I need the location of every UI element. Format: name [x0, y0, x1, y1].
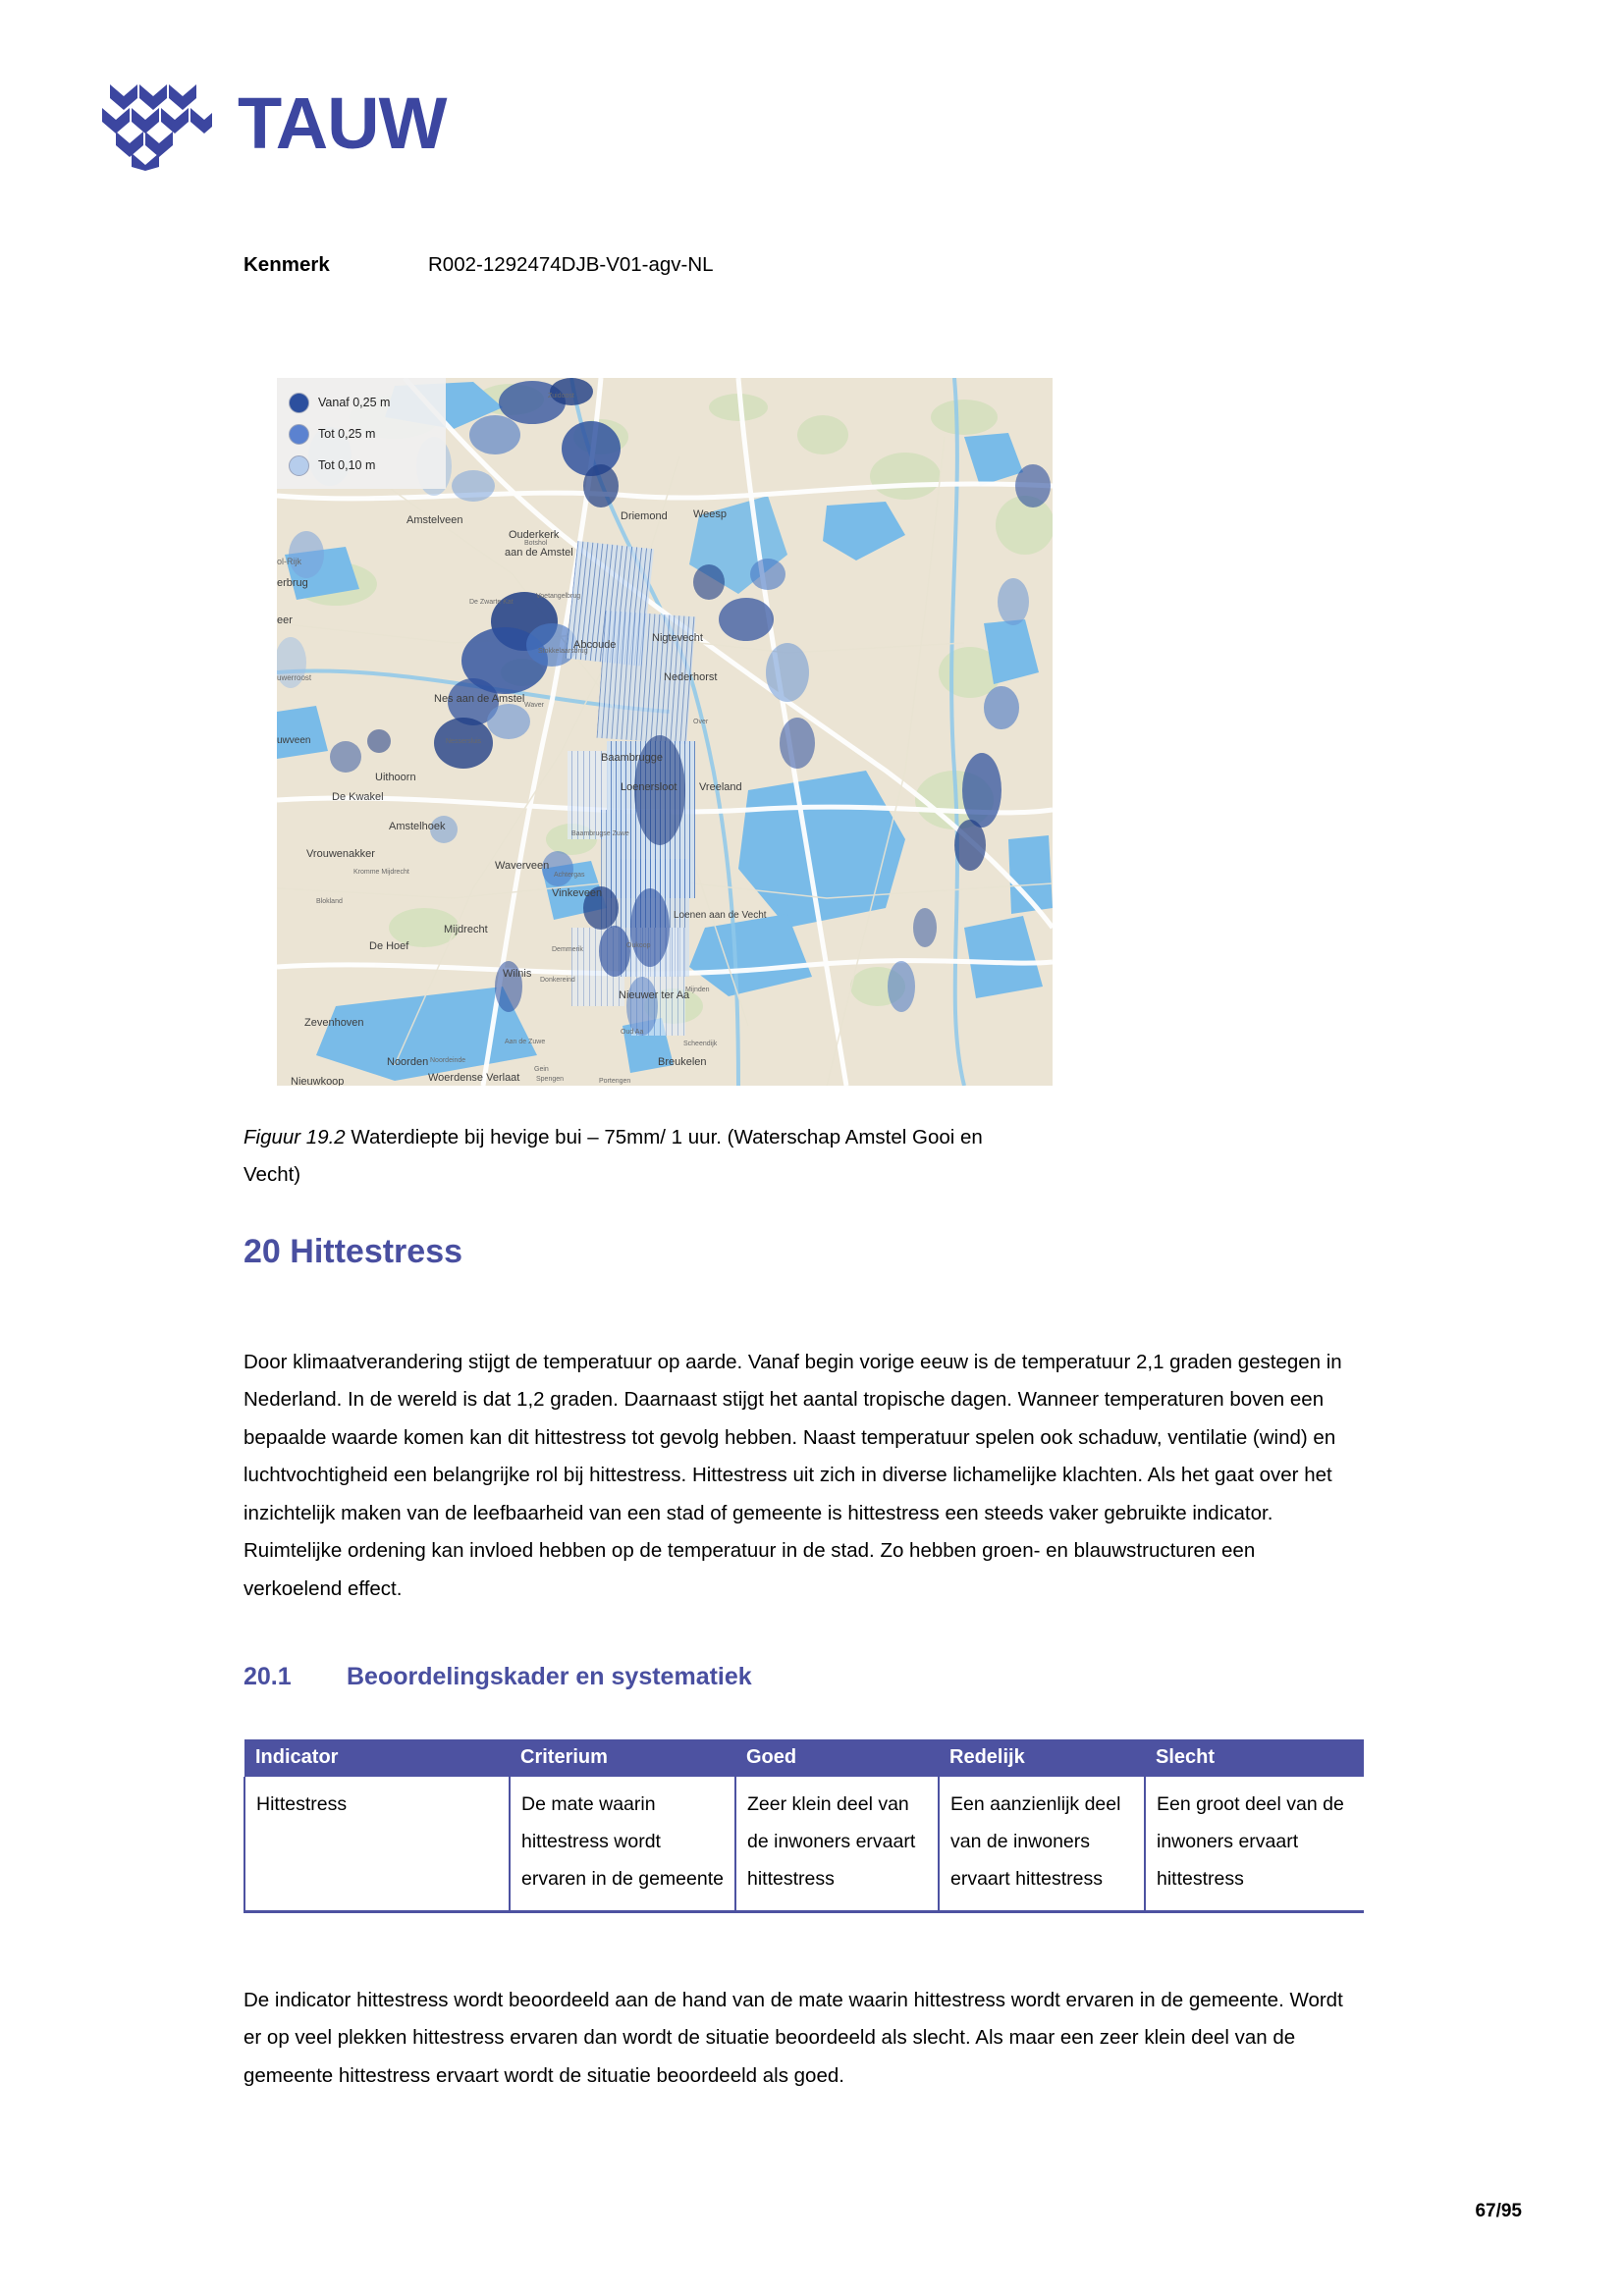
- legend-label: Tot 0,25 m: [318, 427, 376, 441]
- figure-caption-text: Waterdiepte bij hevige bui – 75mm/ 1 uur. (Waterschap Amstel Gooi en Vecht): [244, 1126, 983, 1186]
- svg-text:Nieuwer ter Aa: Nieuwer ter Aa: [619, 989, 690, 1001]
- cell-slecht: Een groot deel van de inwoners ervaart hittestress: [1145, 1777, 1364, 1912]
- svg-text:Scheendijk: Scheendijk: [683, 1041, 718, 1047]
- svg-text:Zevenhoven: Zevenhoven: [304, 1017, 364, 1029]
- svg-text:Nessersluis: Nessersluis: [446, 738, 482, 745]
- svg-text:Oukoop: Oukoop: [626, 942, 651, 949]
- cell-criterium: De mate waarin hittestress wordt ervaren in de gemeente: [510, 1777, 735, 1912]
- figure-waterdiepte: [277, 378, 1053, 1086]
- map-legend: [277, 378, 446, 489]
- cell-indicator: Hittestress: [244, 1777, 510, 1912]
- assessment-table-wrap: [244, 1739, 1363, 1913]
- svg-text:Uithoorn: Uithoorn: [375, 772, 416, 783]
- svg-text:Amstelveen: Amstelveen: [406, 514, 463, 526]
- svg-text:eer: eer: [277, 614, 293, 626]
- legend-dot-light: [289, 455, 309, 476]
- cell-redelijk: Een aanzienlijk deel van de inwoners ervaart hittestress: [939, 1777, 1145, 1912]
- legend-dot-mid: [289, 424, 309, 445]
- svg-text:Portengen: Portengen: [599, 1078, 631, 1085]
- svg-text:Breukelen: Breukelen: [658, 1056, 707, 1068]
- svg-text:Donkereind: Donkereind: [540, 977, 575, 984]
- svg-text:Over: Over: [693, 719, 709, 725]
- table-header-row: [244, 1739, 1364, 1777]
- intro-paragraph: Door klimaatverandering stijgt de temperatuur op aarde. Vanaf begin vorige eeuw is de temperatuur 2,1 graden gestegen in Nederland. In de wereld is dat 1,2 graden. Daarnaast stijgt het aantal tropische dagen. Wanneer temperaturen boven een bepaalde waarde komen kan dit hittestress tot gevolg hebben. Naast temperatuur spelen ook schaduw, ventilatie (wind) en luchtvochtigheid een belangrijke rol bij hittestress. Hittestress uit zich in diverse lichamelijke klachten. Als het gaat over het inzichtelijk maken van de leefbaarheid van een stad of gemeente is hittestress een steeds vaker gebruikte indicator. Ruimtelijke ordening kan invloed hebben op de temperatuur in de stad. Zo hebben groen- en blauwstructuren een verkoelend effect.: [244, 1350, 1342, 1600]
- tauw-logo: [102, 77, 446, 171]
- legend-item: [289, 450, 446, 481]
- svg-text:Gein: Gein: [534, 1066, 549, 1073]
- svg-text:ol-Rijk: ol-Rijk: [277, 557, 302, 566]
- svg-text:Mijdrecht: Mijdrecht: [444, 924, 488, 935]
- svg-text:Wilnis: Wilnis: [503, 968, 532, 980]
- svg-text:Nigtevecht: Nigtevecht: [652, 632, 703, 644]
- tauw-logo-mark: [102, 77, 212, 171]
- svg-text:Achtergas: Achtergas: [554, 872, 585, 879]
- svg-text:Aan de Zuwe: Aan de Zuwe: [505, 1039, 546, 1045]
- svg-text:Vreeland: Vreeland: [699, 781, 742, 793]
- table-head: [244, 1739, 1364, 1777]
- legend-label: Tot 0,10 m: [318, 458, 376, 472]
- svg-text:Noorden: Noorden: [387, 1056, 429, 1068]
- col-header-indicator: Indicator: [244, 1739, 510, 1777]
- svg-text:De Zwarte Kat: De Zwarte Kat: [469, 599, 514, 606]
- subsection-number: 20.1: [244, 1663, 292, 1690]
- svg-text:Woerdense Verlaat: Woerdense Verlaat: [428, 1072, 520, 1084]
- svg-text:Waverveen: Waverveen: [495, 860, 550, 872]
- svg-text:uwerroost: uwerroost: [277, 673, 312, 682]
- svg-text:Vrouwenakker: Vrouwenakker: [306, 848, 375, 860]
- svg-text:Ouderkerk: Ouderkerk: [509, 529, 560, 541]
- col-header-slecht: Slecht: [1145, 1739, 1364, 1777]
- outro-paragraph: De indicator hittestress wordt beoordeeld aan de hand van de mate waarin hittestress wordt ervaren in de gemeente. Wordt er op veel plekken hittestress ervaren dan wordt de situatie beoordeeld als slecht. Als maar een zeer klein deel van de gemeente hittestress ervaart wordt de situatie beoordeeld als goed.: [244, 1988, 1343, 2087]
- svg-text:Oud Aa: Oud Aa: [621, 1029, 644, 1036]
- svg-text:Mijnden: Mijnden: [685, 987, 710, 993]
- legend-label: Vanaf 0,25 m: [318, 396, 391, 409]
- svg-text:Blokland: Blokland: [316, 898, 343, 905]
- figure-number: Figuur 19.2: [244, 1126, 346, 1148]
- svg-text:Noordeinde: Noordeinde: [430, 1057, 466, 1064]
- svg-text:Kromme Mijdrecht: Kromme Mijdrecht: [353, 869, 409, 876]
- svg-text:Driemond: Driemond: [621, 510, 668, 522]
- col-header-criterium: Criterium: [510, 1739, 735, 1777]
- svg-text:Botshol: Botshol: [524, 540, 548, 547]
- cell-goed: Zeer klein deel van de inwoners ervaart hittestress: [735, 1777, 939, 1912]
- svg-text:Zuidoost: Zuidoost: [548, 393, 574, 400]
- svg-text:Vinkeveen: Vinkeveen: [552, 887, 603, 899]
- svg-text:Nieuwkoop: Nieuwkoop: [291, 1076, 345, 1086]
- svg-text:Amstelhoek: Amstelhoek: [389, 821, 446, 832]
- svg-text:Weesp: Weesp: [693, 508, 728, 520]
- subsection-title: Beoordelingskader en systematiek: [347, 1663, 752, 1690]
- svg-text:Nederhorst: Nederhorst: [664, 671, 718, 683]
- legend-item: [289, 418, 446, 450]
- tauw-wordmark: TAUW: [238, 82, 447, 164]
- svg-text:Stokkelaarsbrug: Stokkelaarsbrug: [538, 648, 588, 655]
- svg-text:Baambrugge: Baambrugge: [601, 752, 663, 764]
- svg-text:Demmerik: Demmerik: [552, 946, 583, 953]
- svg-text:Loenersloot: Loenersloot: [621, 781, 677, 793]
- col-header-goed: Goed: [735, 1739, 939, 1777]
- col-header-redelijk: Redelijk: [939, 1739, 1145, 1777]
- subsection-heading: [244, 1663, 752, 1691]
- svg-text:Nes aan de Amstel: Nes aan de Amstel: [434, 693, 525, 705]
- kenmerk-label: Kenmerk: [244, 253, 330, 276]
- svg-text:Loenen aan de Vecht: Loenen aan de Vecht: [674, 910, 767, 921]
- section-heading: 20 Hittestress: [244, 1233, 463, 1270]
- svg-text:Baambrugse Zuwe: Baambrugse Zuwe: [571, 830, 629, 837]
- svg-text:Waver: Waver: [524, 702, 544, 709]
- svg-text:De Kwakel: De Kwakel: [332, 791, 384, 803]
- table-row: [244, 1777, 1364, 1912]
- svg-text:aan de Amstel: aan de Amstel: [505, 547, 573, 559]
- svg-text:Voetangelbrug: Voetangelbrug: [536, 593, 581, 600]
- svg-text:erbrug: erbrug: [277, 577, 308, 589]
- figure-caption: [244, 1119, 1029, 1194]
- assessment-table: [244, 1739, 1364, 1913]
- page-number: 67/95: [1475, 2201, 1522, 2221]
- svg-text:Abcoude: Abcoude: [573, 639, 617, 651]
- kenmerk-value: R002-1292474DJB-V01-agv-NL: [428, 253, 714, 276]
- kenmerk-row: [244, 253, 714, 277]
- legend-item: [289, 387, 446, 418]
- legend-dot-dark: [289, 393, 309, 413]
- svg-text:Spengen: Spengen: [536, 1076, 565, 1083]
- svg-text:De Hoef: De Hoef: [369, 940, 409, 952]
- table-body: [244, 1777, 1364, 1912]
- svg-text:uwveen: uwveen: [277, 735, 311, 746]
